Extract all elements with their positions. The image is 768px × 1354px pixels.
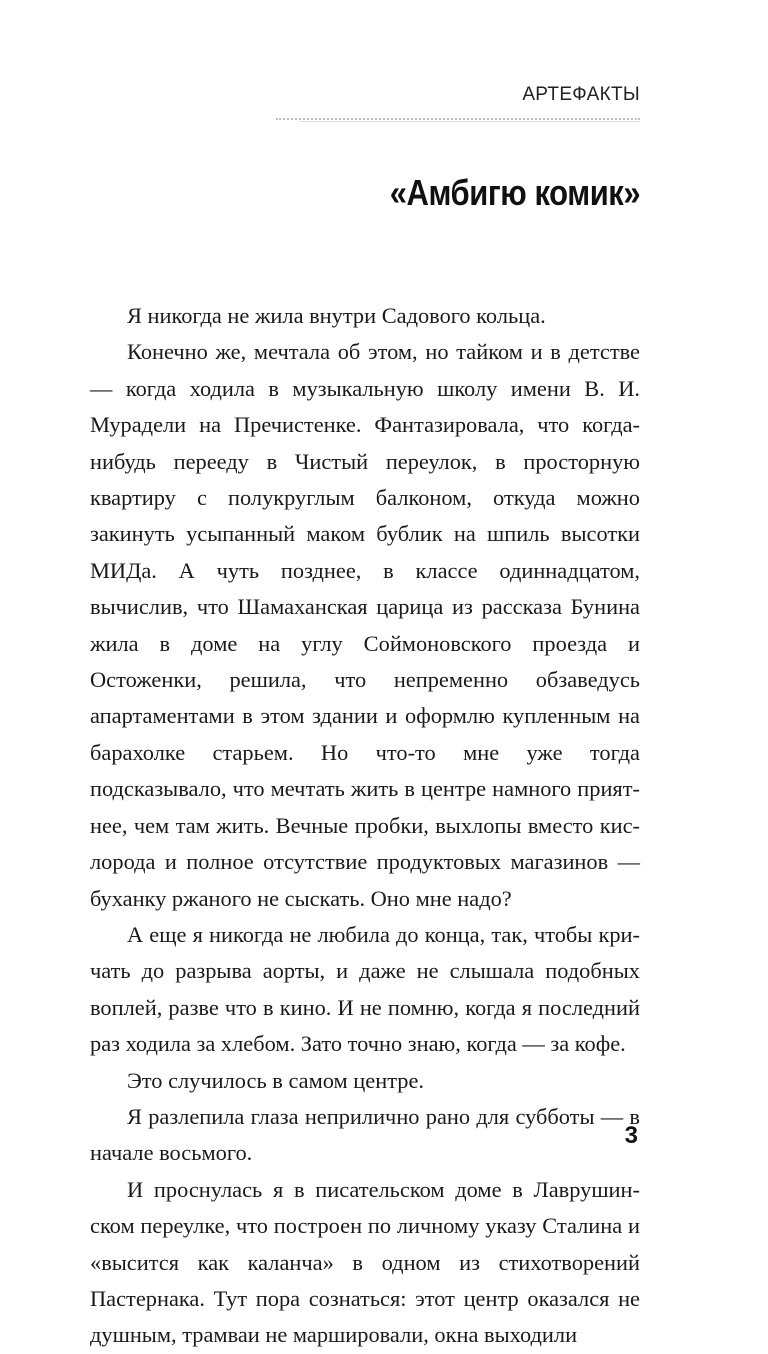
- paragraph: Я разлепила глаза неприлично рано для субботы — в начале восьмого.: [90, 1103, 640, 1166]
- header-divider: [276, 118, 640, 120]
- paragraph: Это случилось в самом центре.: [127, 1067, 425, 1093]
- paragraph: И проснулась я в писательском доме в Лаврушинском переулке, что построен по личному указу Сталина и «высится как каланча» в одном из стихотворений Пастернака. Тут пора сознаться: этот центр оказался не душным, трамваи не маршировали, окна выходили: [90, 1176, 640, 1348]
- section-label: АРТЕФАКТЫ: [522, 84, 640, 105]
- paragraph: Я никогда не жила внутри Садового кольца.: [127, 303, 546, 328]
- body-text: [90, 298, 640, 1354]
- paragraph: Конечно же, мечтала об этом, но тайком и в детстве — когда ходила в музыкальную школу имени В. И. Мурадели на Пречистенке. Фантазировала, что когда-нибудь перееду в Чистый переулок, в просторную квартиру с полукруглым балконом, откуда можно закинуть усыпанный маком бублик на шпиль высотки МИДа. А чуть позднее, в классе одиннадцатом, вычислив, что Шамаханская царица из рассказа Бунина жила в доме на углу Соймоновского проезда и Остоженки, решила, что непременно обзаведусь апартаментами в этом здании и оформлю купленным на барахолке старьем. Но что-то мне уже тогда подсказывало, что мечтать жить в центре намного приятнее, чем там жить. Вечные пробки, выхлопы вместо кислорода и полное отсутствие продуктовых магазинов — буханку ржаного не сыскать. Оно мне надо?: [90, 339, 640, 911]
- page-number: 3: [624, 1122, 638, 1149]
- chapter-title: «Амбигю комик»: [389, 172, 640, 213]
- header-divider-shadow: [300, 121, 640, 122]
- paragraph: А еще я никогда не любила до конца, так, чтобы кричать до разрыва аорты, и даже не слышала подобных воплей, разве что в кино. И не помню, когда я последний раз ходила за хлебом. Зато точно знаю, когда — за кофе.: [90, 921, 640, 1057]
